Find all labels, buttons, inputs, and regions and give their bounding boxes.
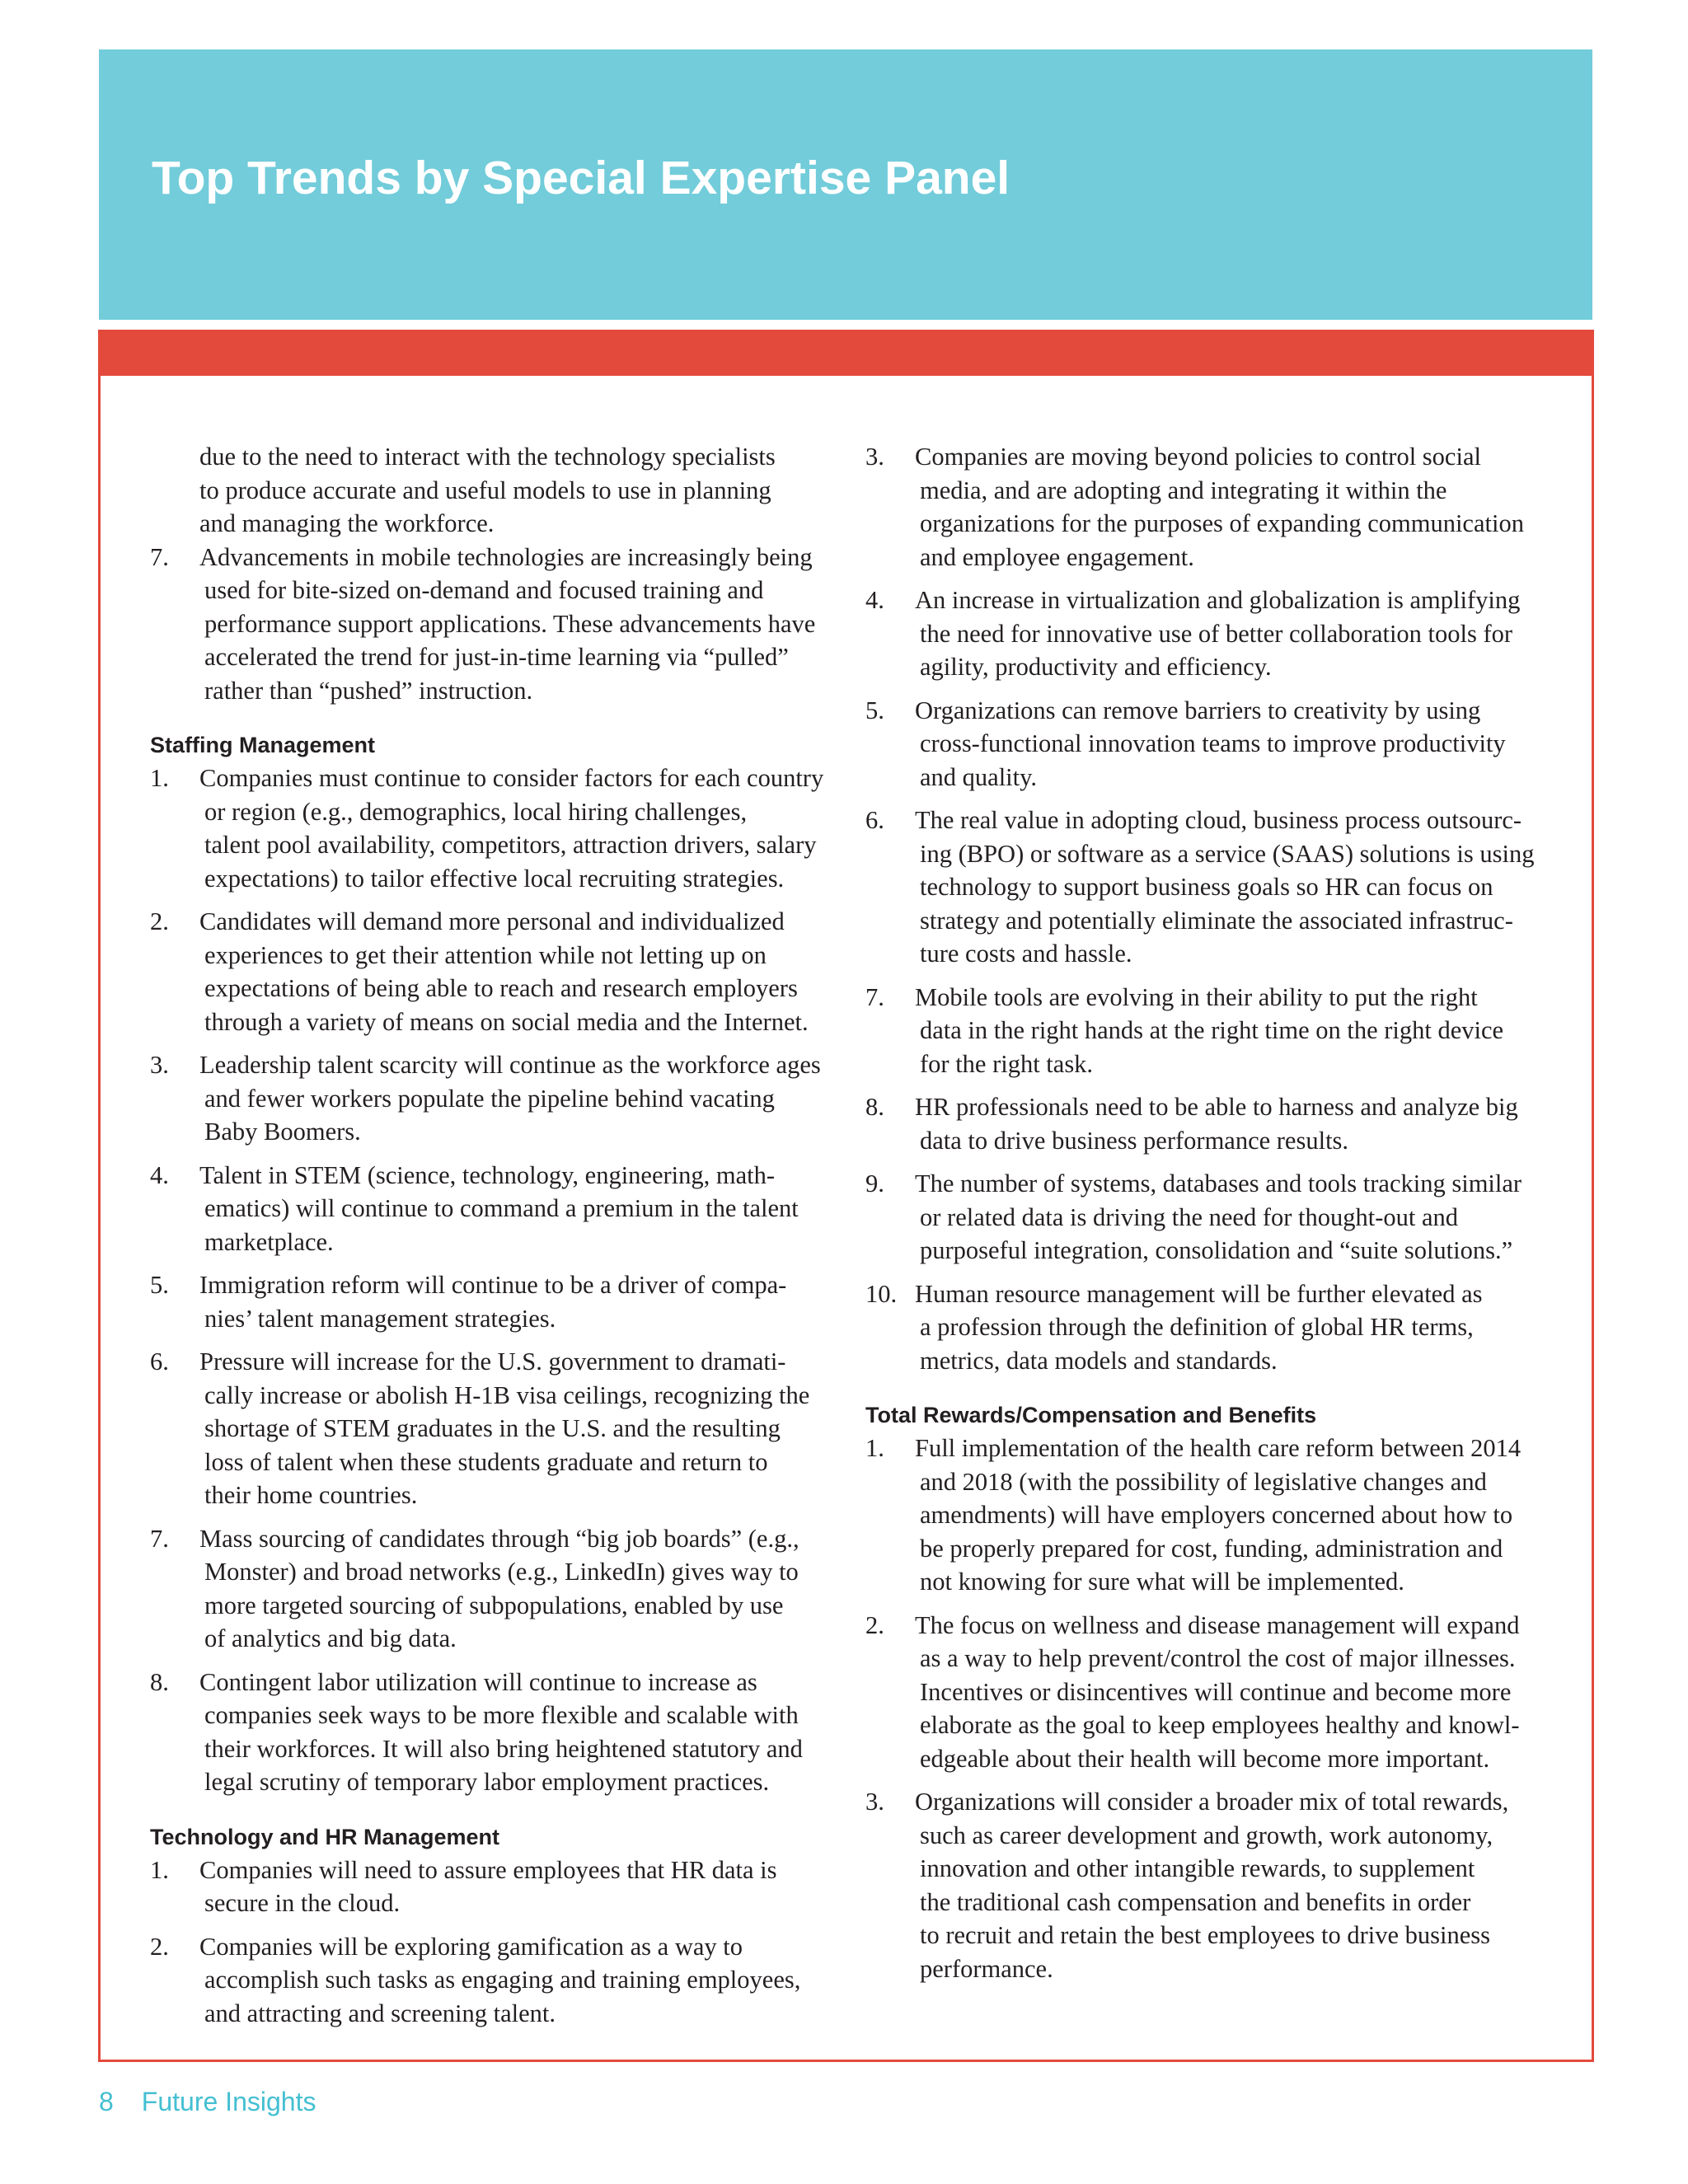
section-heading: Total Rewards/Compensation and Benefits <box>865 1403 1317 1427</box>
text-line: their home countries. <box>204 1481 418 1509</box>
text-line: and employee engagement. <box>920 542 1194 571</box>
item-text <box>915 694 1582 794</box>
text-line: ing (BPO) or software as a service (SAAS) solutions is using <box>920 839 1535 868</box>
numbered-list <box>150 1854 867 2031</box>
numbered-list <box>150 762 867 1799</box>
item-number: 1. <box>865 1434 884 1462</box>
text-line: not knowing for sure what will be implemented. <box>920 1568 1404 1596</box>
text-line: a profession through the definition of global HR terms, <box>920 1313 1474 1341</box>
text-line: more targeted sourcing of subpopulations, enabled by use <box>204 1591 784 1619</box>
continued-list <box>865 440 1582 1377</box>
text-line: and attracting and screening talent. <box>204 1999 556 2027</box>
list-item <box>865 1785 1582 1985</box>
text-line: to produce accurate and useful models to use in planning <box>199 476 771 504</box>
text-line: amendments) will have employers concerned about how to <box>920 1501 1513 1529</box>
page-title: Top Trends by Special Expertise Panel <box>152 152 1010 204</box>
item-number: 5. <box>150 1271 169 1299</box>
item-text <box>199 905 867 1038</box>
item-number: 4. <box>150 1160 169 1189</box>
text-line: expectations of being able to reach and research employers <box>204 974 798 1002</box>
content-panel <box>98 330 1594 2062</box>
item-text <box>199 762 867 895</box>
item-number: 7. <box>865 982 884 1011</box>
text-line: to recruit and retain the best employees to drive business <box>920 1921 1490 1949</box>
item-number: 7. <box>150 1524 169 1553</box>
page-footer <box>99 2087 316 2117</box>
item-text <box>199 1854 867 1920</box>
text-line: edgeable about their health will become more important. <box>920 1744 1490 1773</box>
item-text <box>915 1090 1582 1157</box>
text-line: Companies are moving beyond policies to control social <box>915 443 1481 471</box>
item-number: 4. <box>865 586 884 614</box>
text-line: Immigration reform will continue to be a driver of compa- <box>199 1271 787 1299</box>
text-line: An increase in virtualization and globalization is amplifying <box>915 586 1521 614</box>
item-text <box>199 1345 867 1512</box>
text-line: Mass sourcing of candidates through “big job boards” (e.g., <box>199 1524 799 1553</box>
list-item <box>865 804 1582 971</box>
text-line: media, and are adopting and integrating it within the <box>920 476 1447 504</box>
accent-bar <box>101 332 1592 376</box>
text-line: Mobile tools are evolving in their ability to put the right <box>915 982 1478 1011</box>
item-text <box>199 1522 867 1656</box>
text-line: shortage of STEM graduates in the U.S. and the resulting <box>204 1414 781 1442</box>
list-item <box>150 762 867 895</box>
text-line: cally increase or abolish H-1B visa ceilings, recognizing the <box>204 1380 810 1409</box>
text-line: Companies must continue to consider factors for each country <box>199 764 824 792</box>
text-line: the traditional cash compensation and benefits in order <box>920 1887 1471 1916</box>
text-line: legal scrutiny of temporary labor employment practices. <box>204 1768 770 1796</box>
text-line: or region (e.g., demographics, local hiring challenges, <box>204 797 748 826</box>
text-line: agility, productivity and efficiency. <box>920 653 1272 681</box>
text-line: for the right task. <box>920 1049 1094 1078</box>
text-line: The real value in adopting cloud, business process outsourc- <box>915 806 1522 834</box>
numbered-list <box>865 1432 1582 1985</box>
header-band <box>99 49 1592 320</box>
item-number: 2. <box>150 1932 169 1961</box>
section-heading: Staffing Management <box>150 733 376 757</box>
text-line: innovation and other intangible rewards, to supplement <box>920 1854 1475 1882</box>
item-number: 7. <box>150 542 169 571</box>
text-line: experiences to get their attention while not letting up on <box>204 940 767 969</box>
text-line: of analytics and big data. <box>204 1624 457 1652</box>
text-line: performance support applications. These advancements have <box>204 609 816 638</box>
text-line: Full implementation of the health care reform between 2014 <box>915 1434 1522 1462</box>
text-line: data to drive business performance results. <box>920 1126 1349 1155</box>
list-item <box>865 1432 1582 1599</box>
text-line: due to the need to interact with the technology specialists <box>199 443 776 471</box>
list-item <box>865 1090 1582 1157</box>
continuation-paragraph <box>150 440 867 541</box>
item-text <box>199 1930 867 2031</box>
item-number: 8. <box>150 1667 169 1696</box>
text-line: Talent in STEM (science, technology, engineering, math- <box>199 1160 776 1189</box>
text-line: and managing the workforce. <box>199 509 495 537</box>
section-list <box>865 1399 1582 1985</box>
text-line: marketplace. <box>204 1227 334 1256</box>
list-item <box>865 694 1582 794</box>
text-line: Pressure will increase for the U.S. government to dramati- <box>199 1347 786 1376</box>
item-number: 2. <box>150 907 169 935</box>
item-number: 6. <box>150 1347 169 1376</box>
list-item <box>150 1854 867 1920</box>
text-line: HR professionals need to be able to harness and analyze big <box>915 1093 1518 1121</box>
text-line: ematics) will continue to command a premium in the talent <box>204 1194 799 1222</box>
text-line: Companies will need to assure employees that HR data is <box>199 1855 777 1884</box>
text-line: talent pool availability, competitors, attraction drivers, salary <box>204 831 817 859</box>
item-text <box>199 541 867 708</box>
list-item <box>150 1048 867 1149</box>
list-item <box>150 1930 867 2031</box>
text-line: Monster) and broad networks (e.g., LinkedIn) gives way to <box>204 1558 799 1586</box>
section-list <box>150 729 867 2030</box>
text-line: rather than “pushed” instruction. <box>204 676 533 705</box>
list-item <box>150 1159 867 1259</box>
item-text <box>915 583 1582 684</box>
text-line: and fewer workers populate the pipeline behind vacating <box>204 1084 775 1113</box>
list-item <box>150 541 867 708</box>
right-column <box>865 440 1582 1995</box>
text-line: secure in the cloud. <box>204 1889 401 1917</box>
text-line: Organizations can remove barriers to creativity by using <box>915 696 1481 724</box>
list-item <box>865 1167 1582 1268</box>
list-item <box>865 440 1582 574</box>
text-line: data in the right hands at the right time on the right device <box>920 1016 1504 1044</box>
item-number: 1. <box>150 764 169 792</box>
list-item <box>150 1345 867 1512</box>
item-text <box>915 1277 1582 1378</box>
text-line: Contingent labor utilization will continue to increase as <box>199 1667 757 1696</box>
item-text <box>199 1268 867 1335</box>
text-line: Candidates will demand more personal and individualized <box>199 907 785 935</box>
text-line: be properly prepared for cost, funding, administration and <box>920 1534 1503 1563</box>
text-line: Incentives or disincentives will continue and become more <box>920 1677 1512 1706</box>
text-line: organizations for the purposes of expanding communication <box>920 509 1524 537</box>
list-item <box>150 905 867 1038</box>
item-text <box>199 1159 867 1259</box>
list-item <box>150 1522 867 1656</box>
item-number: 6. <box>865 806 884 834</box>
item-text <box>199 1048 867 1149</box>
text-line: technology to support business goals so HR can focus on <box>920 873 1493 901</box>
item-number: 3. <box>150 1051 169 1079</box>
text-line: the need for innovative use of better collaboration tools for <box>920 619 1513 648</box>
item-text <box>915 1167 1582 1268</box>
list-item <box>150 1666 867 1799</box>
item-number: 10. <box>865 1279 898 1308</box>
list-item <box>865 1277 1582 1378</box>
item-text <box>915 1609 1582 1776</box>
item-text <box>915 804 1582 971</box>
text-line: elaborate as the goal to keep employees healthy and knowl- <box>920 1711 1520 1739</box>
item-number: 5. <box>865 696 884 724</box>
list-item <box>865 583 1582 684</box>
text-line: nies’ talent management strategies. <box>204 1304 556 1333</box>
item-text <box>915 981 1582 1081</box>
item-number: 3. <box>865 1788 884 1816</box>
item-text <box>915 1785 1582 1985</box>
text-line: performance. <box>920 1954 1053 1983</box>
text-line: The focus on wellness and disease management will expand <box>915 1610 1520 1639</box>
text-line: cross-functional innovation teams to improve productivity <box>920 729 1506 757</box>
item-text <box>915 1432 1582 1599</box>
text-line: Organizations will consider a broader mix of total rewards, <box>915 1788 1509 1816</box>
text-line: ture costs and hassle. <box>920 940 1132 968</box>
text-line: used for bite-sized on-demand and focused training and <box>204 576 764 604</box>
text-line: companies seek ways to be more flexible and scalable with <box>204 1701 799 1729</box>
text-line: as a way to help prevent/control the cost of major illnesses. <box>920 1644 1516 1672</box>
text-line: and quality. <box>920 762 1038 791</box>
section-heading: Technology and HR Management <box>150 1824 500 1849</box>
item-text <box>915 440 1582 574</box>
text-line: loss of talent when these students graduate and return to <box>204 1447 768 1476</box>
text-line: Companies will be exploring gamification as a way to <box>199 1932 743 1961</box>
text-line: strategy and potentially eliminate the associated infrastruc- <box>920 906 1513 935</box>
text-line: accelerated the trend for just-in-time learning via “pulled” <box>204 643 789 671</box>
text-line: Human resource management will be further elevated as <box>915 1279 1483 1308</box>
item-number: 9. <box>865 1169 884 1197</box>
continued-list <box>150 541 867 708</box>
item-number: 3. <box>865 443 884 471</box>
page-number: 8 <box>99 2087 114 2116</box>
text-line: purposeful integration, consolidation and “suite solutions.” <box>920 1236 1513 1264</box>
item-number: 8. <box>865 1093 884 1121</box>
text-line: metrics, data models and standards. <box>920 1346 1278 1375</box>
text-line: through a variety of means on social media and the Internet. <box>204 1007 809 1036</box>
text-line: Leadership talent scarcity will continue as the workforce ages <box>199 1051 821 1079</box>
text-line: The number of systems, databases and tools tracking similar <box>915 1169 1522 1197</box>
text-line: accomplish such tasks as engaging and training employees, <box>204 1966 801 1994</box>
text-line: expectations) to tailor effective local recruiting strategies. <box>204 864 785 893</box>
item-number: 2. <box>865 1610 884 1639</box>
text-line: their workforces. It will also bring heightened statutory and <box>204 1734 803 1763</box>
item-text <box>199 1666 867 1799</box>
publication-name: Future Insights <box>141 2087 316 2116</box>
text-line: such as career development and growth, work autonomy, <box>920 1821 1493 1849</box>
text-line: or related data is driving the need for thought-out and <box>920 1202 1459 1231</box>
left-column <box>150 440 867 2040</box>
text-line: Baby Boomers. <box>204 1118 361 1146</box>
list-item <box>865 1609 1582 1776</box>
text-line: and 2018 (with the possibility of legislative changes and <box>920 1467 1487 1496</box>
list-item <box>865 981 1582 1081</box>
item-number: 1. <box>150 1855 169 1884</box>
text-line: Advancements in mobile technologies are increasingly being <box>199 542 813 571</box>
list-item <box>150 1268 867 1335</box>
